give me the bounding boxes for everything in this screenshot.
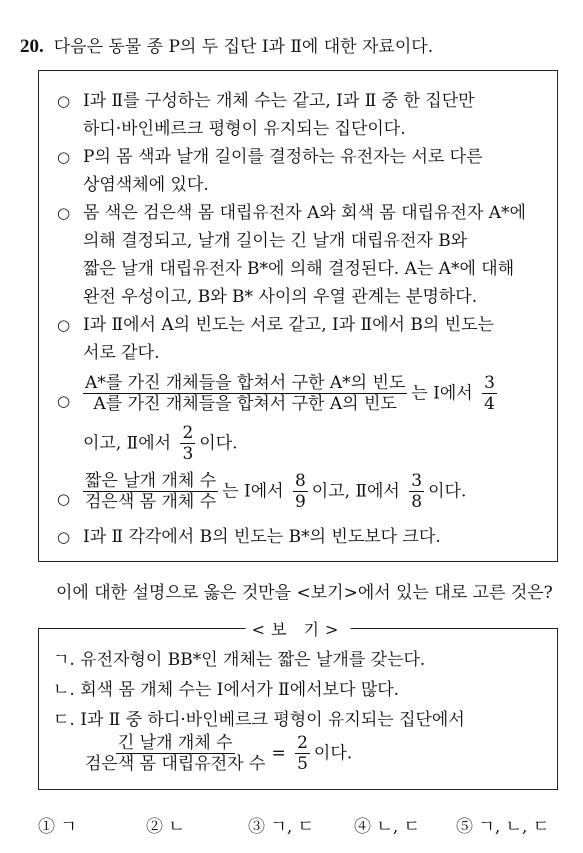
data-item-4 (57, 311, 547, 367)
text-segment: 이고, Ⅱ에서 (311, 481, 400, 502)
data-item-2-line-2: 상염색체에 있다. (83, 175, 209, 195)
data-item-7 (57, 523, 547, 551)
fraction-numerator: A*를 가진 개체들을 합쳐서 구한 A*의 빈도 (85, 373, 406, 393)
option-2[interactable]: ② ㄴ (146, 817, 185, 837)
question-header (20, 32, 433, 58)
option-4[interactable]: ④ ㄴ, ㄷ (354, 817, 421, 837)
text-segment: 이고, Ⅱ에서 (83, 433, 172, 454)
bogi-item-a: ㄱ. 유전자형이 BB*인 개체는 짧은 날개를 갖는다. (53, 650, 426, 670)
option-3[interactable]: ③ ㄱ, ㄷ (248, 817, 315, 837)
data-item-6 (57, 471, 547, 513)
data-item-3 (57, 199, 547, 311)
fraction-numerator: 3 (484, 373, 495, 393)
bogi-item-b: ㄴ. 회색 몸 개체 수는 Ⅰ에서가 Ⅱ에서보다 많다. (53, 680, 400, 700)
data-item-4-line-2: 서로 같다. (83, 343, 160, 363)
data-item-5 (57, 373, 547, 465)
data-item-5-line-2 (57, 423, 547, 465)
value-fraction-pop1 (293, 471, 308, 513)
question-prompt: 이에 대한 설명으로 옳은 것만을 <보기>에서 있는 대로 고른 것은? (56, 583, 553, 603)
text-segment: 이다. (428, 481, 467, 502)
text-segment: 는 Ⅰ에서 (222, 481, 284, 502)
bullet-icon: ○ (57, 92, 71, 110)
bullet-icon: ○ (57, 316, 71, 334)
bullet-icon: ○ (57, 148, 71, 166)
ratio-fraction (83, 733, 267, 775)
data-item-3-line-3: 짧은 날개 대립유전자 B*에 의해 결정된다. A는 A*에 대해 (83, 259, 515, 279)
fraction-denominator: 5 (297, 754, 308, 775)
ratio-fraction (83, 471, 218, 513)
bullet-icon: ○ (57, 204, 71, 222)
text-segment: 이다. (313, 743, 353, 764)
text-segment: 이다. (199, 433, 238, 454)
fraction-numerator: 8 (294, 471, 306, 491)
bullet-icon: ○ (57, 490, 71, 508)
fraction-numerator: 2 (182, 422, 194, 443)
bullet-icon: ○ (57, 528, 71, 546)
data-item-1 (57, 87, 547, 143)
data-box (38, 70, 558, 562)
text-segment: 는 Ⅰ에서 (411, 383, 473, 404)
value-fraction-pop2 (180, 423, 195, 465)
data-item-3-line-1: 몸 색은 검은색 몸 대립유전자 A와 회색 몸 대립유전자 A*에 (83, 203, 526, 223)
fraction-denominator: 3 (182, 444, 194, 465)
bullet-icon: ○ (57, 392, 71, 410)
fraction-numerator: 긴 날개 개체 수 (117, 733, 233, 753)
fraction-denominator: 8 (411, 492, 423, 513)
fraction-numerator: 2 (297, 733, 308, 753)
bogi-item-c-line-2 (83, 733, 547, 775)
fraction-denominator: 검은색 몸 대립유전자 수 (85, 754, 266, 775)
fraction-denominator: 4 (484, 394, 495, 415)
option-5[interactable]: ⑤ ㄱ, ㄴ, ㄷ (456, 817, 550, 837)
ratio-fraction (83, 373, 407, 415)
data-item-3-line-2: 의해 결정되고, 날개 길이는 긴 날개 대립유전자 B와 (83, 231, 468, 251)
bogi-box (38, 620, 558, 790)
question-stem: 다음은 동물 종 P의 두 집단 Ⅰ과 Ⅱ에 대한 자료이다. (53, 37, 434, 57)
fraction-numerator: 짧은 날개 개체 수 (85, 471, 217, 491)
data-item-2 (57, 143, 547, 199)
fraction-numerator: 3 (411, 471, 423, 491)
data-item-6-line-1 (57, 471, 547, 513)
value-fraction-pop1 (482, 373, 497, 415)
data-item-7-text: Ⅰ과 Ⅱ 각각에서 B의 빈도는 B*의 빈도보다 크다. (83, 527, 441, 547)
equals-sign: = (271, 743, 286, 764)
value-fraction (295, 733, 310, 775)
data-item-3-line-4: 완전 우성이고, B와 B* 사이의 우열 관계는 분명하다. (83, 287, 478, 307)
fraction-denominator: A를 가진 개체들을 합쳐서 구한 A의 빈도 (93, 394, 397, 415)
fraction-denominator: 검은색 몸 개체 수 (85, 492, 217, 513)
data-item-5-line-1 (57, 373, 547, 415)
data-item-2-line-1: P의 몸 색과 날개 길이를 결정하는 유전자는 서로 다른 (83, 147, 483, 167)
option-1[interactable]: ① ㄱ (38, 817, 77, 837)
fraction-denominator: 9 (294, 492, 306, 513)
data-item-1-line-2: 하디·바인베르크 평형이 유지되는 집단이다. (83, 119, 406, 139)
data-item-4-line-1: Ⅰ과 Ⅱ에서 A의 빈도는 서로 같고, Ⅰ과 Ⅱ에서 B의 빈도는 (83, 315, 494, 335)
bogi-title: <보 기> (246, 617, 351, 640)
question-number: 20. (20, 36, 44, 57)
data-item-1-line-1: Ⅰ과 Ⅱ를 구성하는 개체 수는 같고, Ⅰ과 Ⅱ 중 한 집단만 (83, 91, 475, 111)
value-fraction-pop2 (409, 471, 424, 513)
bogi-item-c-line-1: ㄷ. Ⅰ과 Ⅱ 중 하디·바인베르크 평형이 유지되는 집단에서 (53, 710, 465, 730)
